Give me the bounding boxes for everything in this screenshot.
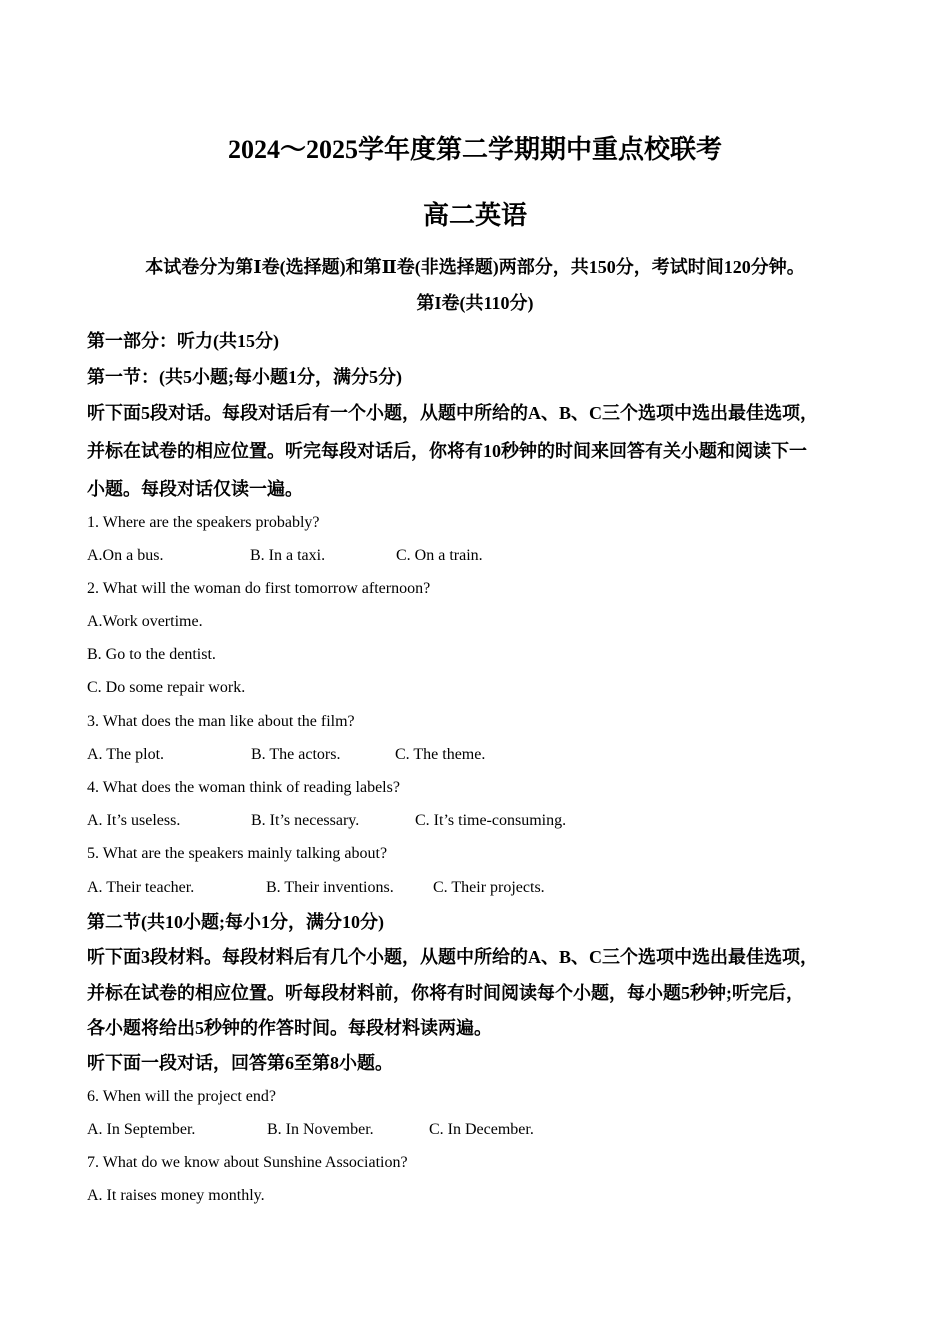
question-stem: 3. What does the man like about the film? <box>87 713 355 730</box>
answer-option: A. The plot. <box>87 746 165 763</box>
question-stem: 5. What are the speakers mainly talking about? <box>87 845 388 862</box>
answer-option: A. In September. <box>87 1121 196 1138</box>
answer-option: A.On a bus. <box>87 547 164 564</box>
answer-option: B. In a taxi. <box>250 547 326 564</box>
dialogue-intro: 听下面一段对话，回答第6至第8小题。 <box>87 1053 393 1073</box>
instruction-line: 听下面5段对话。每段对话后有一个小题，从题中所给的A、B、C三个选项中选出最佳选项， <box>87 403 818 423</box>
subject-title: 高二英语 <box>422 201 527 230</box>
answer-option: C. It’s time-consuming. <box>415 812 567 829</box>
answer-option: B. The actors. <box>251 746 341 763</box>
section-heading: 第二节(共10小题;每小1分，满分10分) <box>87 912 384 932</box>
instruction-line: 听下面3段材料。每段材料后有几个小题，从题中所给的A、B、C三个选项中选出最佳选项， <box>87 947 818 967</box>
question-stem: 1. Where are the speakers probably? <box>87 514 320 531</box>
instruction-line: 各小题将给出5秒钟的作答时间。每段材料读两遍。 <box>87 1018 492 1038</box>
question-stem: 2. What will the woman do first tomorrow afternoon? <box>87 580 431 597</box>
answer-option: A. It’s useless. <box>87 812 181 829</box>
answer-option: B. Their inventions. <box>266 879 394 896</box>
answer-option: A. Their teacher. <box>87 879 195 896</box>
question-stem: 6. When will the project end? <box>87 1088 276 1105</box>
answer-option: A.Work overtime. <box>87 613 203 630</box>
instruction-line: 小题。每段对话仅读一遍。 <box>87 479 303 499</box>
part-heading: 第一部分：听力(共15分) <box>87 331 279 351</box>
answer-option: C. On a train. <box>396 547 483 564</box>
answer-option: C. Do some repair work. <box>87 679 246 696</box>
instruction-line: 并标在试卷的相应位置。听每段材料前，你将有时间阅读每个小题，每小题5秒钟;听完后， <box>87 983 804 1003</box>
answer-option: B. It’s necessary. <box>251 812 360 829</box>
exam-intro: 本试卷分为第Ⅰ卷(选择题)和第Ⅱ卷(非选择题)两部分，共150分，考试时间120分钟。 <box>145 257 805 277</box>
answer-option: C. Their projects. <box>433 879 545 896</box>
volume-heading: 第I卷(共110分) <box>416 293 534 313</box>
answer-option: C. In December. <box>429 1121 534 1138</box>
section-heading: 第一节：(共5小题;每小题1分，满分5分) <box>87 367 402 387</box>
answer-option: B. In November. <box>267 1121 374 1138</box>
question-stem: 7. What do we know about Sunshine Association? <box>87 1154 408 1171</box>
answer-option: B. Go to the dentist. <box>87 646 216 663</box>
question-stem: 4. What does the woman think of reading labels? <box>87 779 400 796</box>
instruction-line: 并标在试卷的相应位置。听完每段对话后，你将有10秒钟的时间来回答有关小题和阅读下一 <box>87 441 807 461</box>
answer-option: C. The theme. <box>395 746 486 763</box>
answer-option: A. It raises money monthly. <box>87 1187 265 1204</box>
exam-title: 2024～2025学年度第二学期期中重点校联考 <box>227 135 722 164</box>
